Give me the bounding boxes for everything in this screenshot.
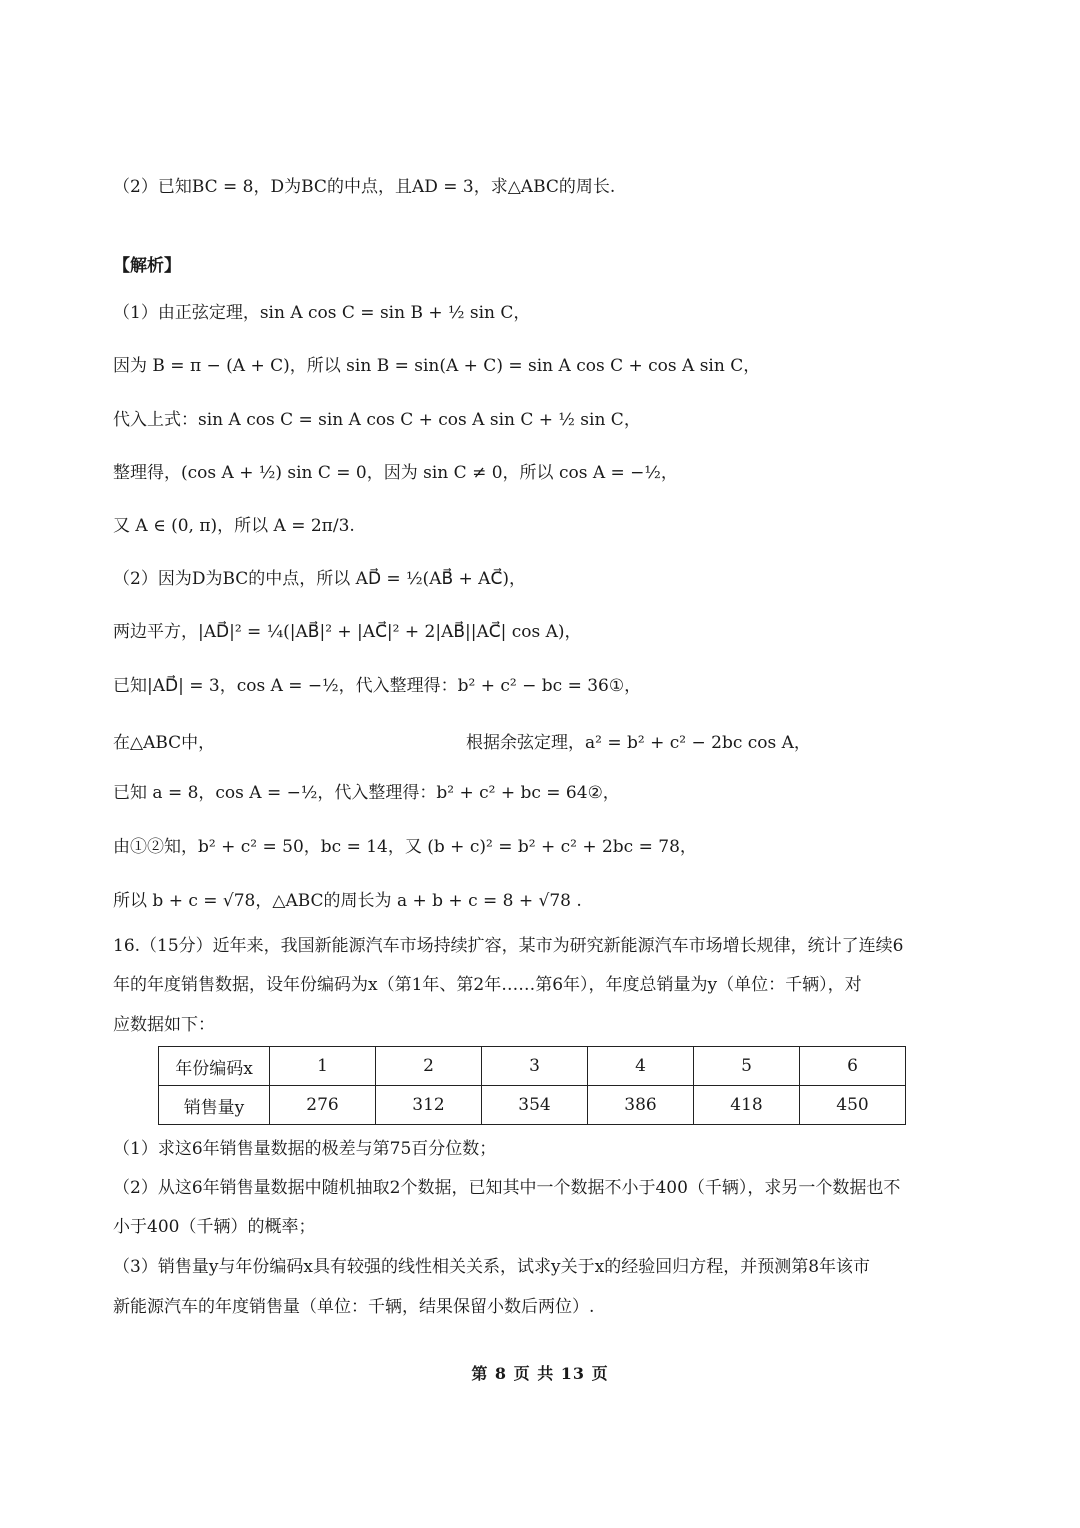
solution-line-2: 因为 B = π − (A + C)，所以 sin B = sin(A + C) = sin A cos C + cos A sin C， [113,356,761,376]
solution-line-6: （2）因为D为BC的中点，所以 AD⃗ = ½(AB⃗ + AC⃗)， [113,569,526,589]
sales-data-table [158,1046,906,1125]
question-16-part-3-line-2: 新能源汽车的年度销售量（单位：千辆，结果保留小数后两位）. [113,1297,595,1317]
table-cell: 418 [694,1086,800,1125]
question-16-line-3: 应数据如下： [113,1015,215,1035]
table-cell: 312 [376,1086,482,1125]
solution-line-9-right: 根据余弦定理，a² = b² + c² − 2bc cos A， [466,733,811,753]
solution-line-4: 整理得，(cos A + ½) sin C = 0，因为 sin C ≠ 0，所以 cos A = −½， [113,463,678,483]
table-cell: 276 [270,1086,376,1125]
row-header-year-code: 年份编码x [159,1047,270,1086]
solution-line-8: 已知|AD⃗| = 3，cos A = −½，代入整理得：b² + c² − bc = 36①， [113,676,642,696]
question-16-part-1: （1）求这6年销售量数据的极差与第75百分位数； [113,1139,497,1159]
table-cell: 450 [800,1086,906,1125]
solution-line-9-left: 在△ABC中， [113,733,216,753]
solution-line-11: 由①②知，b² + c² = 50，bc = 14，又 (b + c)² = b² + c² + 2bc = 78， [113,837,697,857]
question-16-line-2: 年的年度销售数据，设年份编码为x（第1年、第2年……第6年），年度总销量为y（单位：千辆），对 [113,975,862,995]
table-cell: 386 [588,1086,694,1125]
question-15-part-2: （2）已知BC = 8，D为BC的中点，且AD = 3，求△ABC的周长. [113,177,616,197]
page-number-footer: 第 8 页 共 13 页 [471,1364,609,1383]
solution-line-3: 代入上式：sin A cos C = sin A cos C + cos A sin C + ½ sin C， [113,410,641,430]
row-header-sales: 销售量y [159,1086,270,1125]
question-16-part-3-line-1: （3）销售量y与年份编码x具有较强的线性相关关系，试求y关于x的经验回归方程，并预测第8年该市 [113,1257,871,1277]
solution-line-12: 所以 b + c = √78，△ABC的周长为 a + b + c = 8 + √78 . [113,891,582,911]
table-cell: 1 [270,1047,376,1086]
solution-line-5: 又 A ∈ (0, π)，所以 A = 2π/3. [113,516,355,536]
table-cell: 5 [694,1047,800,1086]
solution-line-10: 已知 a = 8，cos A = −½，代入整理得：b² + c² + bc = 64②， [113,783,620,803]
table-cell: 4 [588,1047,694,1086]
table-cell: 3 [482,1047,588,1086]
table-cell: 354 [482,1086,588,1125]
table-cell: 2 [376,1047,482,1086]
question-16-part-2-line-2: 小于400（千辆）的概率； [113,1217,316,1237]
solution-line-7: 两边平方，|AD⃗|² = ¼(|AB⃗|² + |AC⃗|² + 2|AB⃗||AC⃗| cos A)， [113,622,582,642]
table-cell: 6 [800,1047,906,1086]
table-row [159,1047,906,1086]
question-16-line-1: 16.（15分）近年来，我国新能源汽车市场持续扩容，某市为研究新能源汽车市场增长规律，统计了连续6 [113,936,904,956]
solution-line-1: （1）由正弦定理，sin A cos C = sin B + ½ sin C， [113,303,531,323]
question-16-part-2-line-1: （2）从这6年销售量数据中随机抽取2个数据，已知其中一个数据不小于400（千辆），求另一个数据也不 [113,1178,901,1198]
analysis-heading: 【解析】 [113,256,181,276]
table-row [159,1086,906,1125]
